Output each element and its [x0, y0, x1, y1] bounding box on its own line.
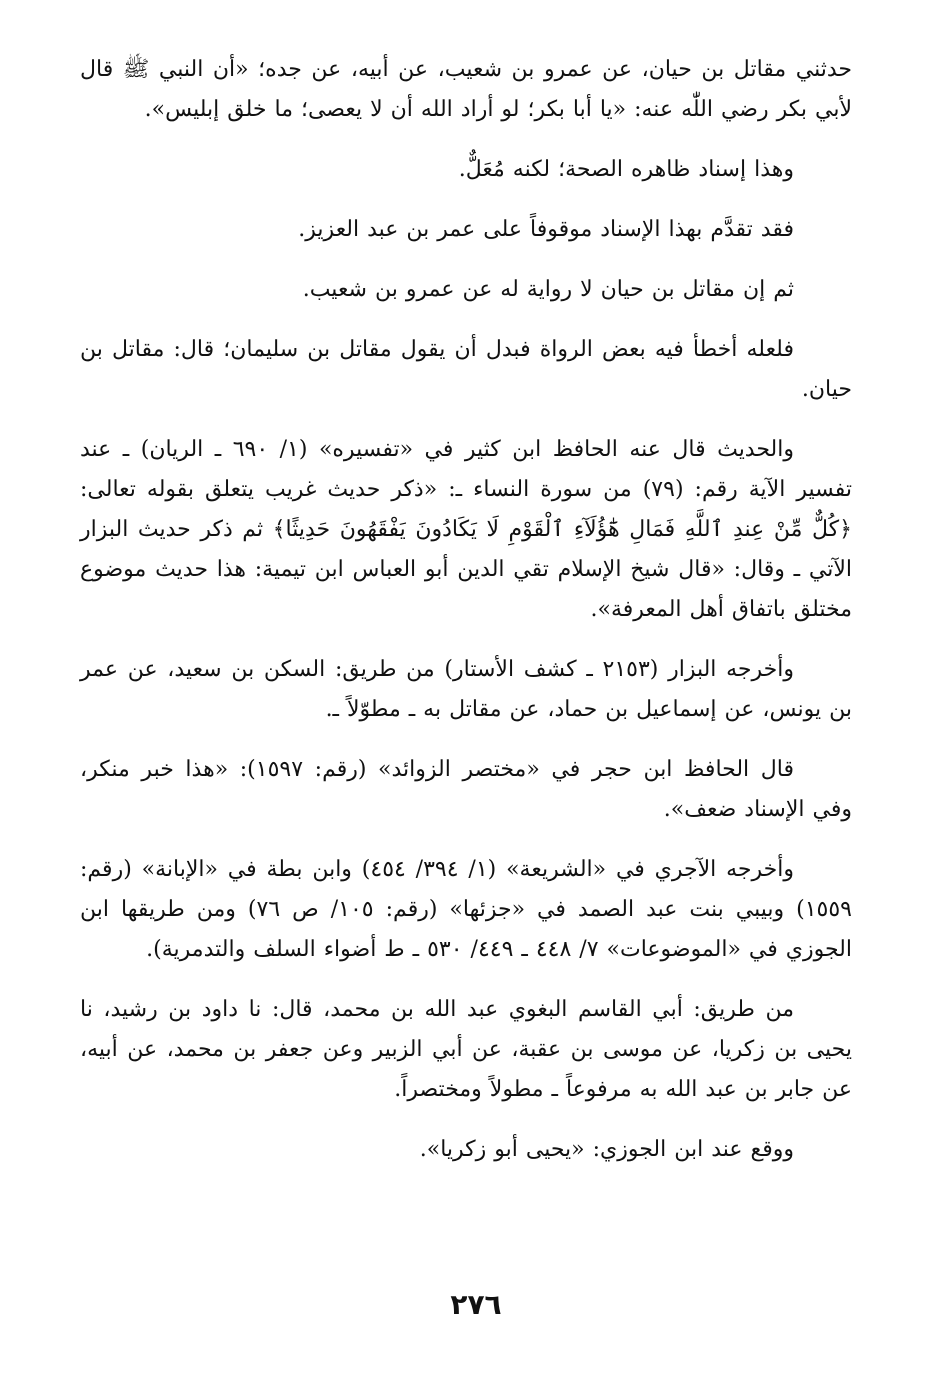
paragraph-4: ثم إن مقاتل بن حيان لا رواية له عن عمرو بن شعيب. [302, 277, 794, 302]
paragraph-1: حدثني مقاتل بن حيان، عن عمرو بن شعيب، عن أبيه، عن جده؛ «أن النبي ﷺ قال لأبي بكر رضي اللّٰه عنه: «يا أبا بكر؛ لو أراد الله أن لا يعصى؛ ما خلق إبليس». [80, 57, 852, 122]
paragraph-11: ووقع عند ابن الجوزي: «يحيى أبو زكريا». [419, 1137, 794, 1162]
paragraph-6: والحديث قال عنه الحافظ ابن كثير في «تفسيره» (١/ ٦٩٠ ـ الريان) ـ عند تفسير الآية رقم: (٧٩) من سورة النساء ـ: «ذكر حديث غريب يتعلق بقوله تعالى: ﴿كُلٌّ مِّنْ عِندِ ٱللَّهِ فَمَالِ هَٰٓؤُلَآءِ ٱلْقَوْمِ لَا يَكَادُونَ يَفْقَهُونَ حَدِيثًا﴾ ثم ذكر حديث البزار الآتي ـ وقال: «قال شيخ الإسلام تقي الدين أبو العباس ابن تيمية: هذا حديث موضوع مختلق باتفاق أهل المعرفة». [80, 437, 852, 622]
paragraph-7: وأخرجه البزار (٢١٥٣ ـ كشف الأستار) من طريق: السكن بن سعيد، عن عمر بن يونس، عن إسماعيل بن حماد، عن مقاتل به ـ مطوّلاً ـ. [80, 657, 852, 722]
paragraph-9: وأخرجه الآجري في «الشريعة» (١/ ٣٩٤/ ٤٥٤) وابن بطة في «الإبانة» (رقم: ١٥٥٩) وبيبي بنت عبد الصمد في «جزئها» (رقم: ١٠٥/ ص ٧٦) ومن طريقها ابن الجوزي في «الموضوعات» ٧/ ٤٤٨ ـ ٤٤٩/ ٥٣٠ ـ ط أضواء السلف والتدمرية). [80, 857, 852, 962]
paragraph-3: فقد تقدَّم بهذا الإسناد موقوفاً على عمر بن عبد العزيز. [298, 217, 794, 242]
paragraph-2: وهذا إسناد ظاهره الصحة؛ لكنه مُعَلٌّ. [458, 157, 794, 182]
paragraph-8: قال الحافظ ابن حجر في «مختصر الزوائد» (رقم: ١٥٩٧): «هذا خبر منكر، وفي الإسناد ضعف». [80, 757, 852, 822]
page-number: ٢٧٦ [450, 1288, 502, 1321]
paragraph-10: من طريق: أبي القاسم البغوي عبد الله بن محمد، قال: نا داود بن رشيد، نا يحيى بن زكريا، عن موسى بن عقبة، عن أبي الزبير وعن جعفر بن محمد، عن أبيه، عن جابر بن عبد الله به مرفوعاً ـ مطولاً ومختصراً. [80, 997, 852, 1102]
paragraph-5: فلعله أخطأ فيه بعض الرواة فبدل أن يقول مقاتل بن سليمان؛ قال: مقاتل بن حيان. [80, 337, 852, 402]
page-body [80, 50, 852, 1170]
